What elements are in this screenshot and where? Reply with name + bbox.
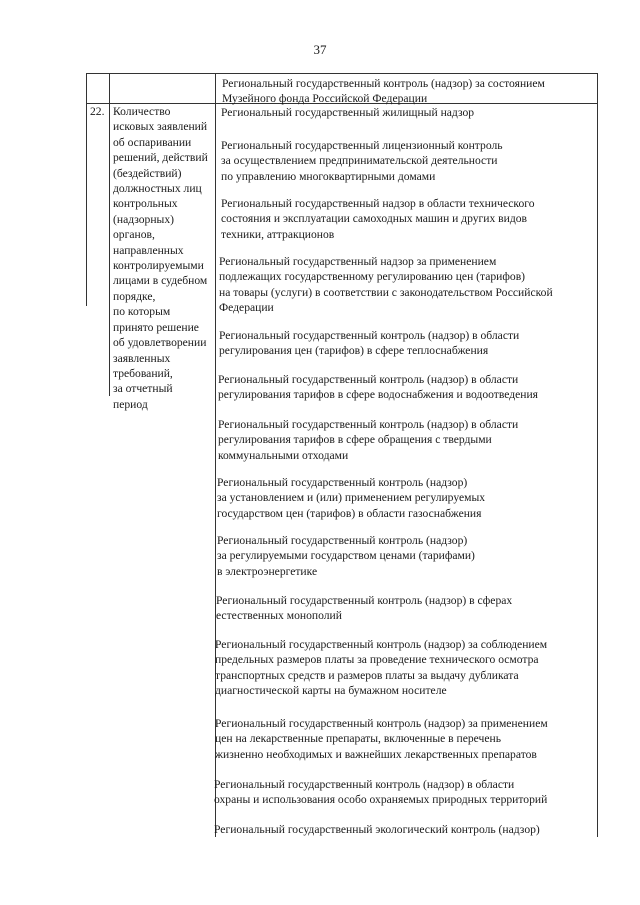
item-line: Региональный государственный контроль (надзор) за соблюдением	[215, 638, 548, 651]
criterion-line: контролируемыми	[113, 259, 204, 273]
control-item	[214, 822, 540, 837]
number-column-border	[109, 73, 110, 396]
item-line: Региональный государственный лицензионный контроль	[221, 139, 503, 152]
control-item	[219, 328, 519, 359]
item-line: коммунальными отходами	[218, 448, 349, 462]
item-line: Региональный государственный контроль (надзор) за состоянием	[222, 77, 545, 90]
item-line: за осуществлением предпринимательской деятельности	[221, 154, 498, 168]
item-line: диагностической карты на бумажном носителе	[215, 684, 447, 698]
item-line: государством цен (тарифов) в области газоснабжения	[217, 506, 482, 520]
item-line: Региональный государственный экологический контроль (надзор)	[214, 823, 540, 836]
criterion-line: по которым	[113, 305, 171, 319]
control-item	[219, 254, 553, 316]
control-item	[217, 475, 485, 521]
criterion-line: Количество	[113, 105, 171, 118]
item-line: за установлением и (или) применением регулируемых	[217, 491, 486, 505]
item-line: на товары (услуги) в соответствии с законодательством Российской	[219, 285, 553, 299]
control-item	[216, 593, 512, 624]
item-line: Региональный государственный контроль (надзор) в области	[218, 418, 519, 431]
row-number: 22.	[90, 105, 105, 118]
item-line: Региональный государственный жилищный надзор	[221, 106, 475, 119]
item-line: Региональный государственный контроль (надзор) в области	[214, 778, 515, 791]
table-left-border	[86, 73, 87, 306]
criterion-line: принято решение	[113, 320, 199, 334]
item-line: подлежащих государственному регулированию цен (тарифов)	[219, 270, 526, 284]
item-line: Региональный государственный надзор в области технического	[221, 197, 535, 210]
item-line: Региональный государственный контроль (надзор)	[217, 534, 468, 547]
item-line: Федерации	[219, 301, 274, 315]
continuation-item	[222, 76, 545, 107]
control-item	[221, 105, 474, 120]
criterion-line: решений, действий	[113, 151, 208, 165]
item-line: Региональный государственный контроль (надзор) в области	[219, 329, 520, 342]
criterion-line: порядке,	[113, 289, 156, 303]
item-line: естественных монополий	[216, 609, 342, 623]
table-right-border	[597, 73, 598, 837]
control-item	[214, 777, 547, 808]
item-line: Региональный государственный контроль (надзор)	[217, 476, 468, 489]
criterion-line: контрольных	[113, 197, 178, 211]
item-line: по управлению многоквартирными домами	[221, 169, 436, 183]
control-item	[217, 533, 475, 579]
item-line: регулирования цен (тарифов) в сфере теплоснабжения	[219, 344, 489, 358]
criterion-line: лицами в судебном	[113, 274, 208, 288]
criterion-line: заявленных	[113, 351, 171, 365]
item-line: регулирования тарифов в сфере водоснабжения и водоотведения	[218, 388, 539, 402]
item-line: в электроэнергетике	[217, 564, 318, 578]
item-line: транспортных средств и размеров платы за выдачу дубликата	[215, 668, 519, 682]
item-line: за регулируемыми государством ценами (тарифами)	[217, 549, 475, 563]
item-line: охраны и использования особо охраняемых природных территорий	[214, 793, 548, 807]
item-line: состояния и эксплуатации самоходных машин и других видов	[221, 212, 528, 226]
item-line: техники, аттракционов	[221, 227, 335, 241]
control-item	[218, 417, 518, 463]
item-line: регулирования тарифов в сфере обращения с твердыми	[218, 433, 492, 447]
criterion-line: об оспаривании	[113, 135, 192, 149]
item-line: Региональный государственный надзор за применением	[219, 255, 497, 268]
criterion-line: органов,	[113, 228, 155, 242]
criterion-line: требований,	[113, 366, 173, 380]
criterion-line: (бездействий)	[113, 166, 182, 180]
criterion-cell	[113, 104, 215, 412]
control-item	[221, 138, 503, 184]
criterion-line: период	[113, 397, 148, 411]
control-item	[221, 196, 535, 242]
item-line: предельных размеров платы за проведение технического осмотра	[215, 653, 539, 667]
criterion-line: (надзорных)	[113, 212, 175, 226]
criterion-line: об удовлетворении	[113, 336, 207, 350]
criterion-line: должностных лиц	[113, 182, 202, 196]
item-line: Региональный государственный контроль (надзор) в сферах	[216, 594, 513, 607]
item-line: жизненно необходимых и важнейших лекарственных препаратов	[215, 747, 537, 761]
item-line: Музейного фонда Российской Федерации	[222, 92, 428, 106]
criterion-line: направленных	[113, 243, 184, 257]
control-item	[218, 372, 538, 403]
criterion-line: исковых заявлений	[113, 120, 208, 134]
item-line: Региональный государственный контроль (надзор) в области	[218, 373, 519, 386]
item-line: Региональный государственный контроль (надзор) за применением	[215, 717, 548, 730]
control-item	[215, 716, 548, 762]
criterion-line: за отчетный	[113, 382, 173, 396]
page-number: 37	[313, 42, 327, 57]
item-line: цен на лекарственные препараты, включенные в перечень	[215, 732, 502, 746]
table-top-border	[86, 73, 597, 74]
control-item	[215, 637, 547, 699]
